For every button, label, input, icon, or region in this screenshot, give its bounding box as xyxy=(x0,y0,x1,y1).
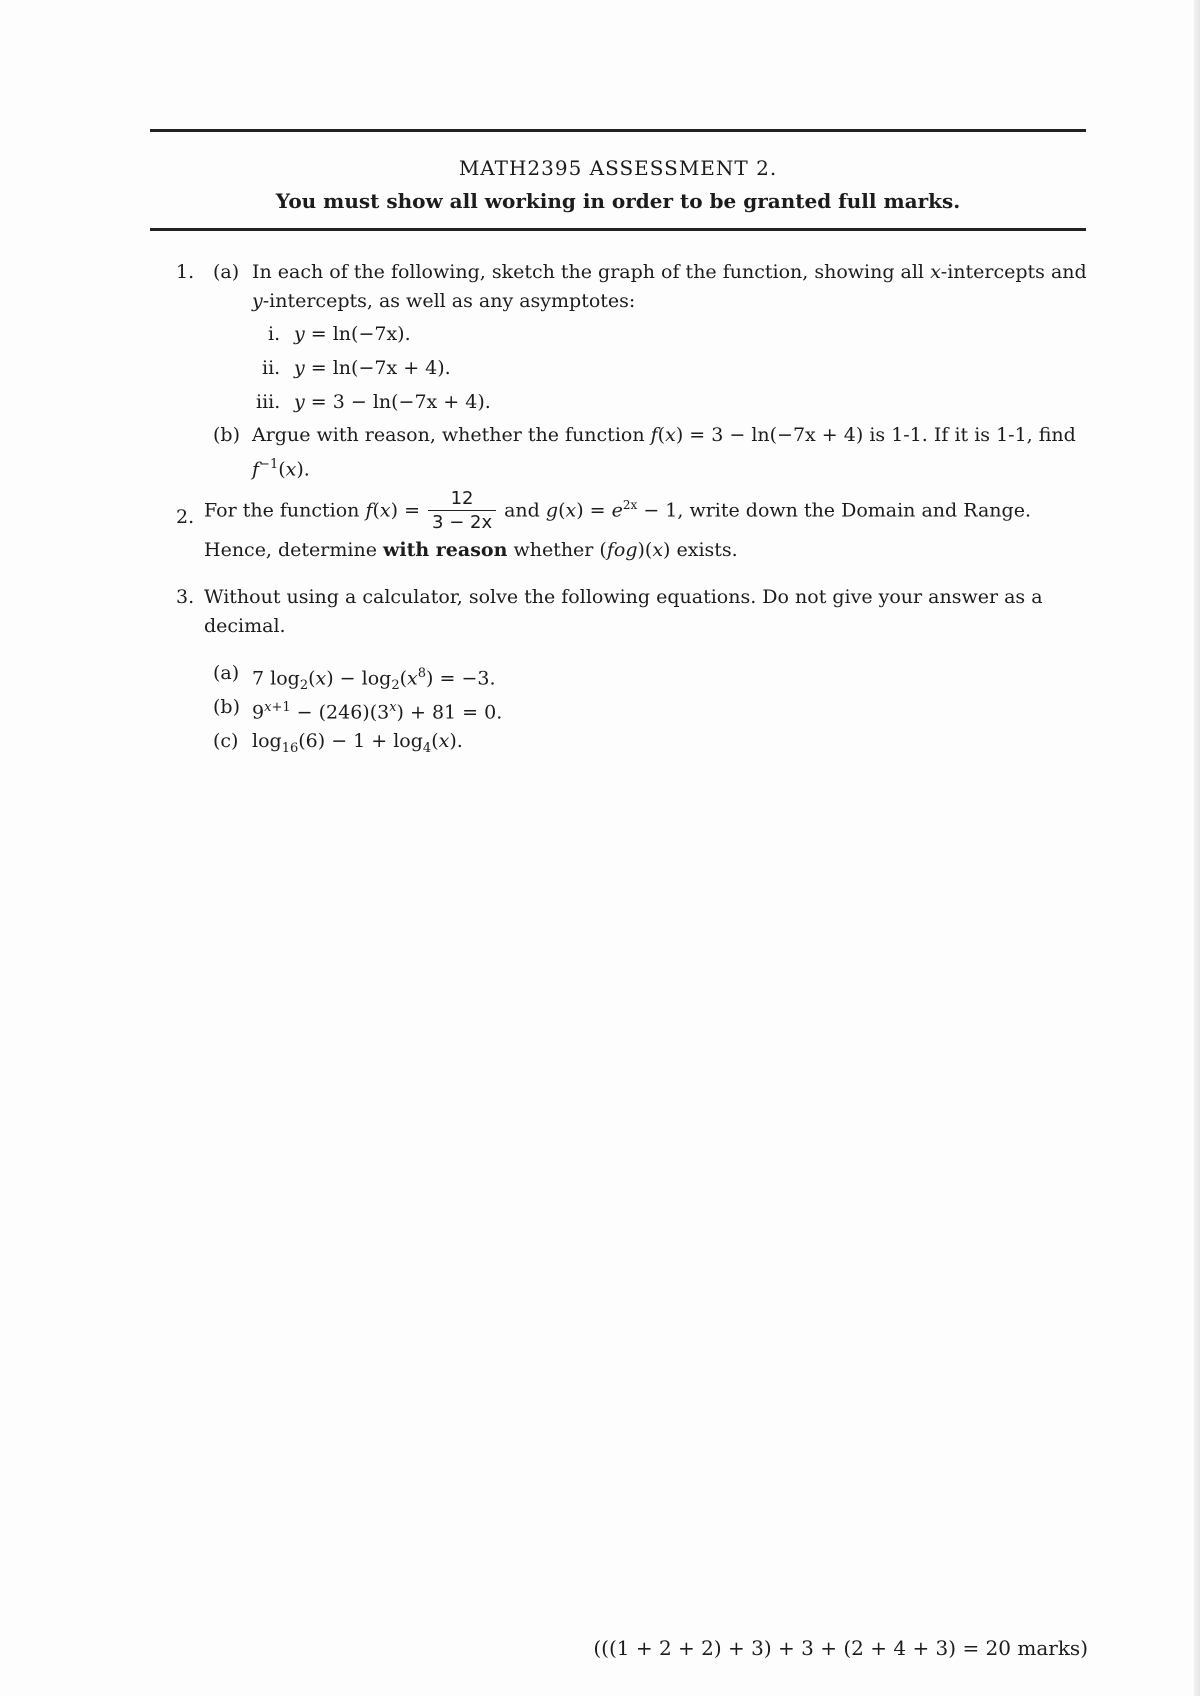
part-label: (b) xyxy=(213,696,240,718)
question-number: 1. xyxy=(176,261,195,283)
subpart-label: i. xyxy=(268,323,281,345)
part-label: (b) xyxy=(213,424,240,446)
question-number: 2. xyxy=(176,506,195,528)
question-text: Argue with reason, whether the function f(x) = 3 − ln(−7x + 4) is 1-1. If it is 1-1, find xyxy=(252,424,1076,446)
equation: $9^{x+1} - (246)(3^x) + 81 = 0$. xyxy=(252,700,503,724)
question-text: Without using a calculator, solve the following equations. Do not give your answer as a xyxy=(204,586,1043,608)
subpart-label: ii. xyxy=(262,357,281,379)
instruction: You must show all working in order to be granted full marks. xyxy=(275,189,961,213)
equation: $\log_{16}(6) - 1 + \log_4(x)$. xyxy=(252,730,463,756)
question-number: 3. xyxy=(176,586,195,608)
subpart-equation: y = ln(−7x + 4). xyxy=(294,357,451,379)
equation: 7 $\log_2(x) - \log_2(x^8) = -3$. xyxy=(252,666,496,694)
question-text: In each of the following, sketch the graph of the function, showing all x-intercepts and xyxy=(252,261,1087,283)
document-header xyxy=(150,154,1086,216)
part-label: (c) xyxy=(213,730,239,752)
question-text-cont: y-intercepts, as well as any asymptotes: xyxy=(252,290,636,312)
inverse-function: $f^{-1}(x)$. xyxy=(252,457,310,481)
header-rule-top xyxy=(150,129,1086,132)
marks-summary: (((1 + 2 + 2) + 3) + 3 + (2 + 4 + 3) = 20 marks) xyxy=(593,1636,1088,1660)
subpart-label: iii. xyxy=(256,391,281,413)
course-title: MATH2395 ASSESSMENT 2. xyxy=(458,156,778,180)
question-text-cont: decimal. xyxy=(204,615,286,637)
fraction: $\frac{12}{3 - 2x}$ xyxy=(428,488,496,535)
question-text: For the function f(x) = $\frac{12}{3 - 2x}$ and $g(x) = e^{2x} - 1$, write down the Domain and Range. xyxy=(204,488,1031,533)
part-label: (a) xyxy=(213,662,240,684)
header-rule-bottom xyxy=(150,228,1086,231)
subpart-equation: y = 3 − ln(−7x + 4). xyxy=(294,391,491,413)
subpart-equation: y = ln(−7x). xyxy=(294,323,411,345)
question-text-cont: Hence, determine with reason whether (fog)(x) exists. xyxy=(204,539,738,561)
scan-edge xyxy=(1194,0,1200,1696)
part-label: (a) xyxy=(213,261,240,283)
